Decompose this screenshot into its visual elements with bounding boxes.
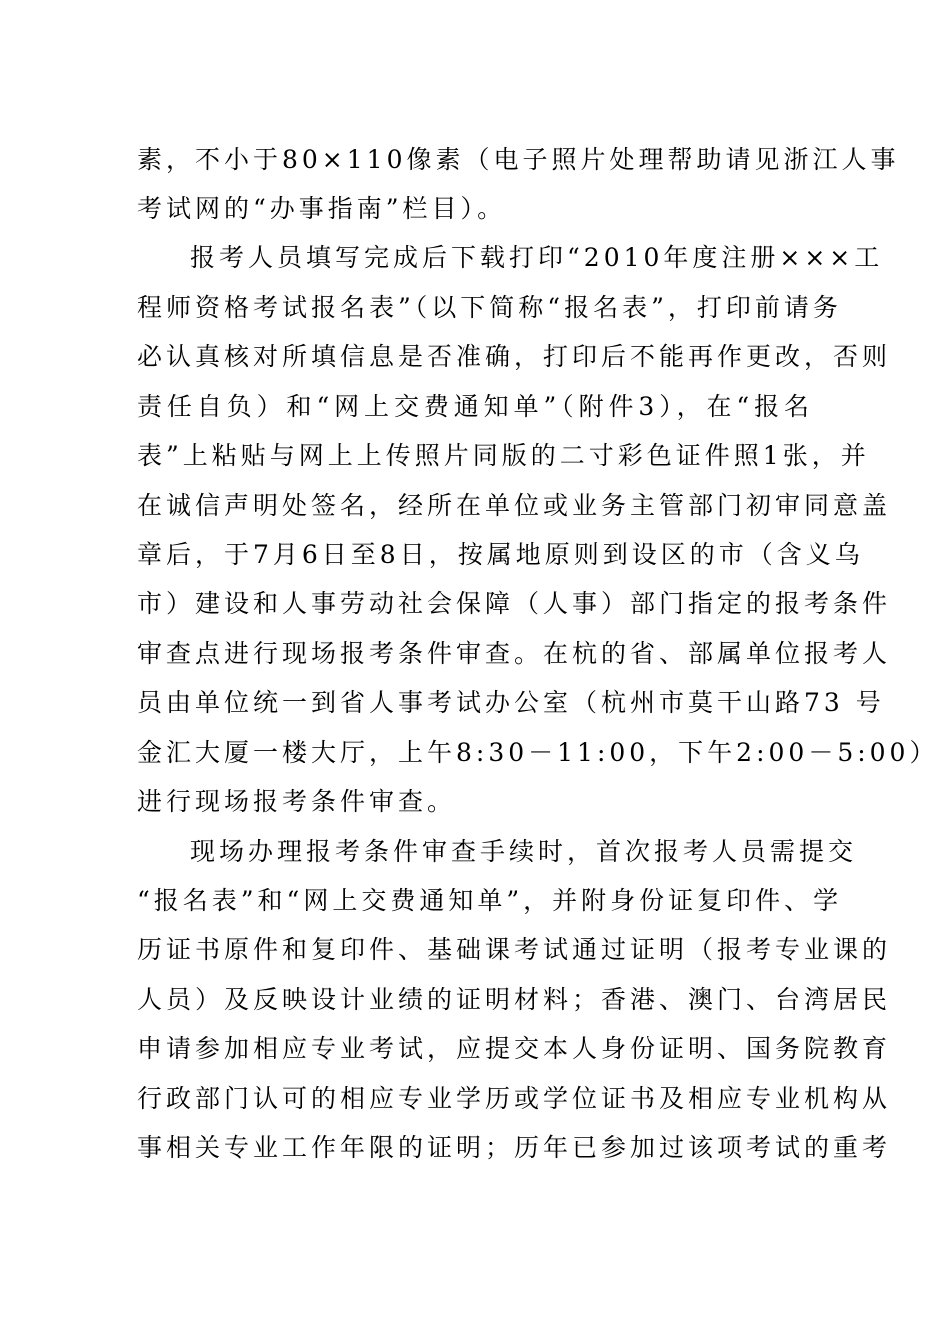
text-line-11: 审查点进行现场报考条件审查。在杭的省、部属单位报考人	[137, 639, 892, 668]
text-line-19: 申请参加相应专业考试，应提交本人身份证明、国务院教育	[137, 1034, 892, 1063]
text-line-3: 报考人员填写完成后下载打印“2010年度注册×××工	[190, 243, 884, 272]
text-line-9: 章后，于7月6日至8日，按属地原则到设区的市（含义乌	[137, 540, 864, 569]
text-line-15: 现场办理报考条件审查手续时，首次报考人员需提交	[190, 837, 858, 866]
text-line-10: 市）建设和人事劳动社会保障（人事）部门指定的报考条件	[137, 589, 892, 618]
text-line-12: 员由单位统一到省人事考试办公室（杭州市莫干山路73 号	[137, 688, 885, 717]
text-line-13: 金汇大厦一楼大厅，上午8:30－11:00，下午2:00－5:00）	[137, 738, 939, 767]
text-line-17: 历证书原件和复印件、基础课考试通过证明（报考专业课的	[137, 935, 892, 964]
text-line-21: 事相关专业工作年限的证明；历年已参加过该项考试的重考	[137, 1133, 892, 1162]
text-line-20: 行政部门认可的相应专业学历或学位证书及相应专业机构从	[137, 1084, 892, 1113]
text-line-5: 必认真核对所填信息是否准确，打印后不能再作更改，否则	[137, 342, 892, 371]
text-line-4: 程师资格考试报名表”（以下简称“报名表”，打印前请务	[137, 293, 842, 322]
text-line-18: 人员）及反映设计业绩的证明材料；香港、澳门、台湾居民	[137, 985, 892, 1014]
text-line-2: 考试网的“办事指南”栏目）。	[137, 194, 507, 223]
text-line-1: 素，不小于80×110像素（电子照片处理帮助请见浙江人事	[137, 145, 900, 174]
text-line-8: 在诚信声明处签名，经所在单位或业务主管部门初审同意盖	[137, 491, 892, 520]
text-line-16: “报名表”和“网上交费通知单”，并附身份证复印件、学	[137, 886, 843, 915]
text-line-7: 表”上粘贴与网上上传照片同版的二寸彩色证件照1张，并	[137, 441, 870, 470]
text-line-14: 进行现场报考条件审查。	[137, 787, 457, 816]
text-line-6: 责任自负）和“网上交费通知单”（附件3），在“报名	[137, 392, 813, 421]
